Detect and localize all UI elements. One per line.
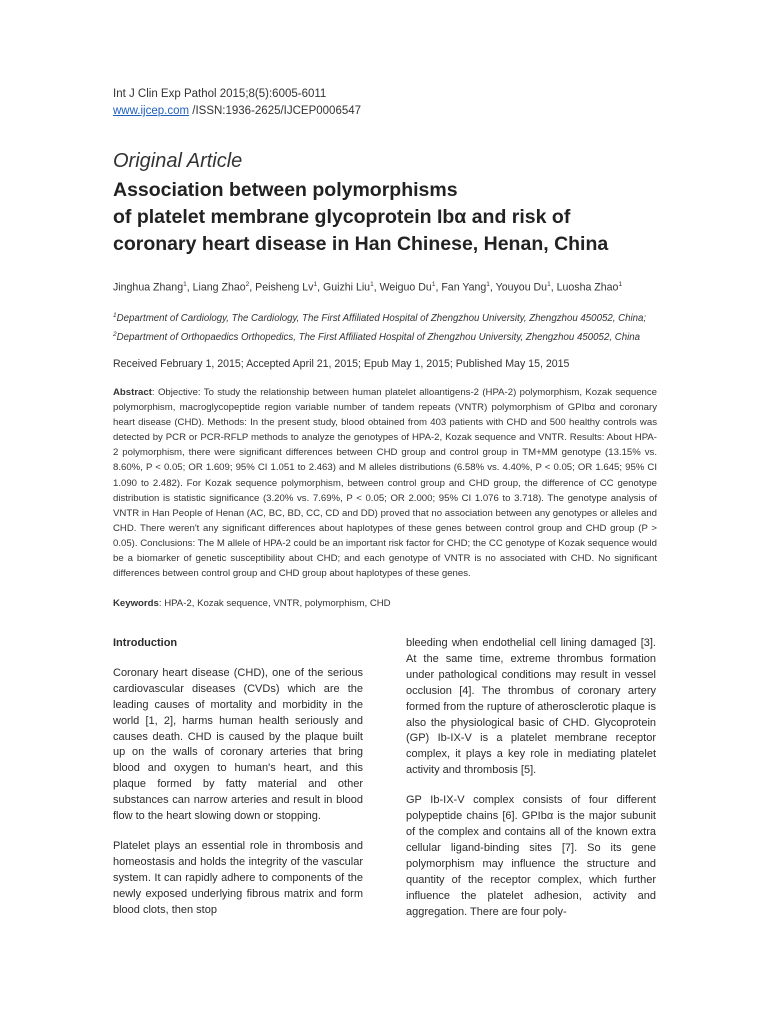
body-paragraph: GP Ib-IX-V complex consists of four different polypeptide chains [6]. GPIbα is the major subunit of the complex and contains all of the known extra cellular ligand-binding sites [7]. So its gene polymorphism may influence the structure and quantity of the receptor complex, which further influence the platelet adhesion, activity and aggregation. There are four poly- bbox=[406, 794, 656, 918]
affiliation-1: Department of Cardiology, The Cardiology, The First Affiliated Hospital of Zhengzhou University, Zhengzhou 450052, China; bbox=[116, 313, 647, 325]
author-affiliation-mark: 1 bbox=[370, 281, 374, 288]
keywords-text: : HPA-2, Kozak sequence, VNTR, polymorphism, CHD bbox=[158, 598, 391, 609]
author-affiliation-mark: 1 bbox=[183, 281, 187, 288]
author-affiliation-mark: 1 bbox=[486, 281, 490, 288]
title-line: of platelet membrane glycoprotein Ibα and risk of bbox=[113, 206, 571, 228]
body-column-right bbox=[406, 636, 656, 934]
abstract-text: : Objective: To study the relationship between human platelet alloantigens-2 (HPA-2) polymorphism, Kozak sequence polymorphism, macroglycopeptide region variable number of tandem repeats (VNTR) polymorphism of GPIbα and coronary heart disease (CHD). Methods: In the present study, blood obtained from 403 patients with CHD and 500 healthy controls was detected by PCR or PCR-RFLP methods to analyze the genotypes of HPA-2, Kozak sequence and VNTR. Results: About HPA-2 polymorphism, there were significant differences between CHD group and control group in TM+MM genotype (13.15% vs. 8.60%, P < 0.05; OR 1.609; 95% CI 1.051 to 2.463) and M alleles distributions (6.58% vs. 4.40%, P < 0.05; OR 1.645; 95% CI 1.090 to 2.482). For Kozak sequence polymorphism, between control group and CHD group, the difference of CC genotype distribution is statistic significance (3.20% vs. 7.69%, P < 0.05; OR 2.000; 95% CI 1.076 to 3.718). The genotype analysis of VNTR in Han People of Henan (AC, BC, BD, CC, CD and DD) proved that no association between any genotypes or alleles and CHD. There weren't any significant differences about haplotypes of these genes between control group and CHD group (P > 0.05). Conclusions: The M allele of HPA-2 could be an important risk factor for CHD; the CC genotype of Kozak sequence would be a biomarker of genetic susceptibility about CHD; and each genotype of VNTR is no associated with CHD. No significant differences between control group and CHD group about haplotypes of these genes. bbox=[113, 387, 657, 580]
journal-citation: Int J Clin Exp Pathol 2015;8(5):6005-6011 bbox=[113, 88, 327, 100]
title-line: Association between polymorphisms bbox=[113, 179, 458, 201]
publication-dates: Received February 1, 2015; Accepted April 21, 2015; Epub May 1, 2015; Published May 15, 2015 bbox=[113, 358, 570, 370]
journal-header bbox=[113, 86, 361, 120]
author-name: Jinghua Zhang bbox=[113, 281, 184, 294]
body-paragraph: Platelet plays an essential role in thrombosis and homeostasis and holds the integrity of the vascular system. It can rapidly adhere to components of the newly exposed underlying fibrous matrix and form blood clots, then stop bbox=[113, 839, 363, 916]
body-column-left bbox=[113, 636, 363, 933]
author-affiliation-mark: 2 bbox=[245, 281, 250, 288]
keywords bbox=[113, 598, 391, 609]
section-heading-introduction: Introduction bbox=[113, 637, 178, 649]
abstract-label: Abstract bbox=[113, 387, 152, 398]
journal-issn-line bbox=[113, 103, 361, 120]
affiliations bbox=[113, 308, 658, 346]
affiliation-mark: 2 bbox=[113, 331, 117, 339]
article-type: Original Article bbox=[113, 150, 243, 172]
author-affiliation-mark: 1 bbox=[313, 281, 318, 288]
author-affiliation-mark: 1 bbox=[618, 281, 623, 288]
author-affiliation-mark: 1 bbox=[431, 281, 436, 288]
author-name: Guizhi Liu bbox=[322, 281, 371, 294]
abstract bbox=[113, 385, 657, 581]
affiliation-2: Department of Orthopaedics Orthopedics, The First Affiliated Hospital of Zhengzhou University, Zhengzhou 450052, China bbox=[116, 332, 641, 344]
author-name: Fan Yang bbox=[441, 281, 487, 294]
author-name: Liang Zhao bbox=[192, 281, 246, 294]
body-paragraph: bleeding when endothelial cell lining damaged [3]. At the same time, extreme thrombus formation under pathological conditions may result in vessel occlusion [4]. The thrombus of coronary artery formed from the rupture of atherosclerotic plaque is also the physiological basic of CHD. Glycoprotein (GP) Ib-IX-V is a platelet membrane receptor complex, it plays a key role in mediating platelet activity and thrombosis [5]. bbox=[406, 637, 656, 777]
author-list: Jinghua Zhang$^1$, Liang Zhao$^2$, Peisheng Lv$^1$, Guizhi Liu$^1$, Weiguo Du$^1$, Fan Yang$^1$, Youyou Du$^1$, Luosha Zhao$^1$ bbox=[113, 281, 623, 294]
journal-issn: /ISSN:1936-2625/IJCEP0006547 bbox=[189, 105, 362, 117]
article-title bbox=[113, 177, 673, 258]
author-name: Luosha Zhao bbox=[556, 281, 619, 294]
keywords-label: Keywords bbox=[113, 598, 159, 609]
journal-link[interactable]: www.ijcep.com bbox=[113, 105, 190, 117]
author-name: Peisheng Lv bbox=[255, 281, 314, 294]
body-paragraph: Coronary heart disease (CHD), one of the serious cardiovascular diseases (CVDs) which are the leading causes of mortality and morbidity in the world [1, 2], harms human health seriously and causes death. CHD is caused by the plaque built up on the walls of coronary arteries that bring blood and oxygen to human's heart, and this plaque formed by fatty material and other substances can narrow arteries and result in blood flow to the heart slowing down or stopping. bbox=[113, 666, 363, 823]
author-affiliation-mark: 1 bbox=[547, 281, 551, 288]
title-line: coronary heart disease in Han Chinese, Henan, China bbox=[113, 233, 609, 255]
author-name: Weiguo Du bbox=[379, 281, 432, 294]
affiliation-mark: 1 bbox=[113, 312, 117, 319]
author-name: Youyou Du bbox=[495, 281, 548, 294]
